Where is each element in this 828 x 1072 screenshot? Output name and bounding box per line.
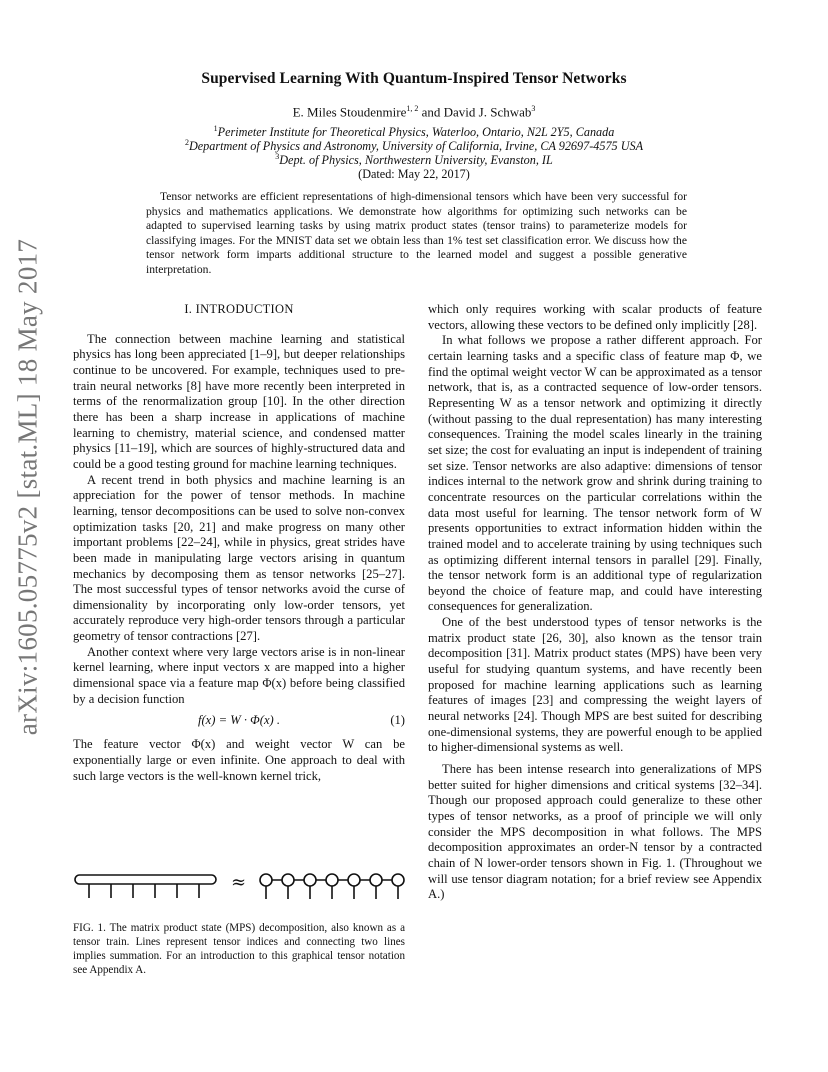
big-tensor-icon <box>75 875 216 898</box>
section-heading: I. INTRODUCTION <box>184 302 294 316</box>
affiliation: $^1$Perimeter Institute for Theoretical Physics, Waterloo, Ontario, N2L 2Y5, Canada <box>213 124 615 140</box>
equation-body: f(x) = W · Φ(x) . <box>197 713 281 728</box>
paragraph: One of the best understood types of tensor networks is the matrix product state [26, 30], also known as the tensor train decomposition [31]. Matrix product states (MPS) have been very useful for studying quantum systems, and have recently been proposed for machine learning applications such as learning features of images [23] and compressing the weight layers of neural networks [24]. Though MPS are best suited for describing one-dimensional systems, they are powerful enough to be applied to higher-dimensional systems as well. <box>428 615 762 755</box>
paragraph: which only requires working with scalar products of feature vectors, allowing these vectors to be defined only implicitly [28]. <box>428 302 762 332</box>
paragraph: There has been intense research into generalizations of MPS better suited for higher dimensions and critical systems [32–34]. Though our proposed approach could generalize to these other types of tensor networks, as a proof of principle we will only consider the MPS decomposition in what follows. The MPS decomposition approximates an order-N tensor by a contracted chain of N lower-order tensors shown in Fig. 1. (Throughout we will use tensor diagram notation; for a brief review see Appendix A.) <box>428 762 762 902</box>
author-name: David J. Schwab <box>443 104 532 120</box>
affiliation: $^3$Dept. of Physics, Northwestern University, Evanston, IL <box>275 152 553 168</box>
affiliation: $^2$Department of Physics and Astronomy, University of California, Irvine, CA 92697-4575 USA <box>184 138 644 154</box>
paragraph: Another context where very large vectors arise is in non-linear kernel learning, where input vectors x are mapped into a higher dimensional space via a feature map Φ(x) before being classified by a decision function <box>73 644 405 706</box>
date-line: (Dated: May 22, 2017) <box>358 167 470 181</box>
author-separator: and <box>418 104 444 120</box>
paragraph: The feature vector Φ(x) and weight vector W can be exponentially large or even infinite. One approach to deal with such large vectors is the well-known kernel trick, <box>73 737 405 783</box>
right-column <box>428 302 762 903</box>
figure-1-caption: FIG. 1. The matrix product state (MPS) decomposition, also known as a tensor train. Lines represent tensor indices and connecting two lines implies summation. For an introduction to this graphical tensor notation see Appendix A. <box>73 922 405 976</box>
abstract <box>146 190 687 277</box>
paragraph: The connection between machine learning and statistical physics has long been appreciated [1–9], but deeper relationships continue to be uncovered. For example, techniques used to pre-train neural networks [8] have more recently been interpreted in terms of the renormalization group [10]. In the other direction there has been a sharp increase in applications of machine learning to chemistry, material science, and condensed matter physics [11–19], which are sources of highly-structured data and could be a good testing ground for machine learning techniques. <box>73 331 405 471</box>
left-column <box>73 302 405 784</box>
author-affiliation-marker: 3 <box>531 104 536 113</box>
abstract-text: Tensor networks are efficient representations of high-dimensional tensors which have been very successful for physics and mathematics applications. We demonstrate how algorithms for optimizing such networks can be adapted to supervised learning tasks by using matrix product states (tensor trains) to parameterize models for classifying images. For the MNIST data set we obtain less than 1% test set classification error. We discuss how the tensor network form imparts additional structure to the learned model and suggest a possible generative interpretation. <box>146 190 687 276</box>
arxiv-identifier: arXiv:1605.05775v2 [stat.ML] 18 May 2017 <box>12 238 43 736</box>
paragraph: A recent trend in both physics and machine learning is an appreciation for the power of tensor methods. In machine learning, tensor decompositions can be used to solve non-convex optimization tasks [20, 21] and make progress on many other important problems [22–24], while in physics, great strides have been made in manipulating large vectors arising in quantum mechanics by decomposing them as tensor networks [25–27]. The most successful types of tensor networks avoid the curse of dimensionality by incorporating only low-order tensors, yet accurately reproduce very high-order tensors through a particular geometry of tensor contractions [27]. <box>73 472 405 644</box>
equation-1 <box>73 707 405 737</box>
author-affiliation-marker: 1, 2 <box>406 104 419 113</box>
author-name: E. Miles Stoudenmire <box>292 104 407 120</box>
figure-1-mps-diagram <box>73 870 405 904</box>
approx-symbol: ≈ <box>231 872 247 893</box>
author-list <box>0 104 828 120</box>
equation-number: (1) <box>390 713 405 728</box>
paper-title: Supervised Learning With Quantum-Inspired Tensor Networks <box>201 70 627 87</box>
paragraph: In what follows we propose a rather different approach. For certain learning tasks and a specific class of feature map Φ, we find the optimal weight vector W can be approximated as a tensor network, that is, as a contracted sequence of low-order tensors. Representing W as a tensor network and optimizing it directly (without passing to the dual representation) has many interesting consequences. Training the model scales linearly in the training set size; the cost for evaluating an input is independent of training set size. Tensor networks are also adaptive: dimensions of tensor indices internal to the network grow and shrink during training to concentrate resources on the particular correlations within the data most useful for learning. The tensor network form of W presents opportunities to extract information hidden within the trained model and to accelerate training by using techniques such as optimizing different internal tensors in parallel [29]. Finally, the tensor network form is an additional type of regularization beyond the choice of feature map, and could have interesting consequences for generalization. <box>428 333 762 614</box>
mps-chain-icon <box>260 874 404 899</box>
